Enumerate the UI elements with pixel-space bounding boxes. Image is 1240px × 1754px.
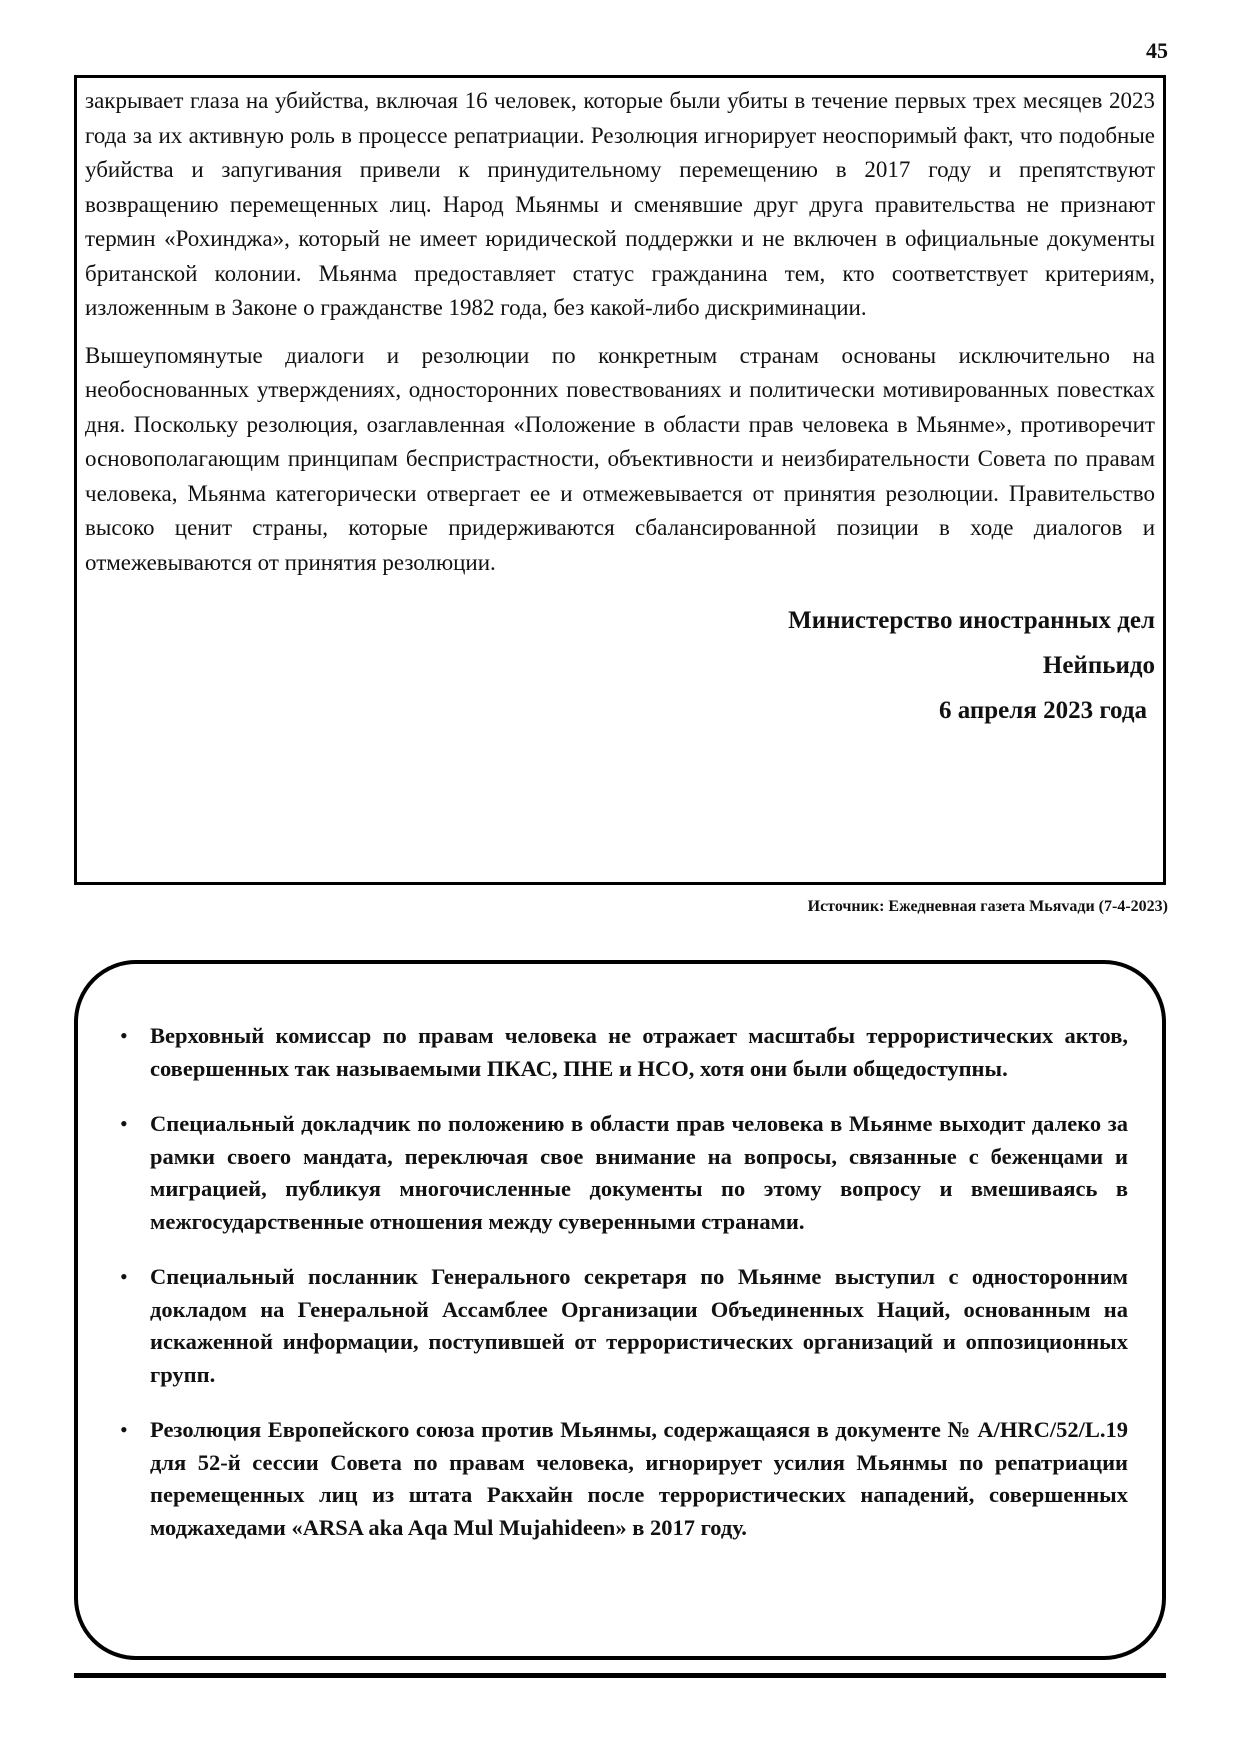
bullet-icon: • <box>120 1111 128 1136</box>
bullet-icon: • <box>120 1264 128 1289</box>
list-item <box>106 1414 1128 1544</box>
page-number: 45 <box>1146 38 1168 63</box>
statement-box <box>74 75 1166 885</box>
list-item-text: Верховный комиссар по правам человека не отражает масштабы террористических актов, совершенных так называемыми ПКАС, ПНЕ и НСО, хотя они были общедоступны. <box>150 1023 1128 1081</box>
list-item <box>106 1108 1128 1238</box>
summary-list <box>106 1020 1128 1544</box>
source-note: Источник: Ежедневная газета Мьяvaди (7-4-2023) <box>807 898 1168 915</box>
statement-paragraph: закрывает глаза на убийства, включая 16 человек, которые были убиты в течение первых трех месяцев 2023 года за их активную роль в процессе репатриации. Резолюция игнорирует неоспоримый факт, что подобные убийства и запугивания привели к принудительному перемещению в 2017 году и препятствуют возвращению перемещенных лиц. Народ Мьянмы и сменявшие друг друга правительства не признают термин «Рохинджа», который не имеет юридической поддержки и не включен в официальные документы британской колонии. Мьянма предоставляет статус гражданина тем, кто соответствует критериям, изложенным в Законе о гражданстве 1982 года, без какой-либо дискриминации. <box>85 88 1155 320</box>
signature-ministry: Министерство иностранных дел <box>788 607 1155 634</box>
bullet-icon: • <box>120 1417 128 1442</box>
list-item-text: Специальный докладчик по положению в области прав человека в Мьянме выходит далеко за рамки своего мандата, переключая свое внимание на вопросы, связанные с беженцами и миграцией, публикуя многочисленные документы по этому вопросу и вмешиваясь в межгосударственные отношения между суверенными странами. <box>150 1111 1128 1234</box>
list-item-text: Резолюция Европейского союза против Мьянмы, содержащаяся в документе № A/HRC/52/L.19 для 52-й сессии Совета по правам человека, игнорирует усилия Мьянмы по репатриации перемещенных лиц из штата Ракхайн после террористических нападений, совершенных моджахедами «ARSA aka Aqa Mul Mujahideen» в 2017 году. <box>150 1417 1128 1540</box>
list-item <box>106 1020 1128 1085</box>
list-item <box>106 1261 1128 1391</box>
bullet-icon: • <box>120 1023 128 1048</box>
statement-paragraph: Вышеупомянутые диалоги и резолюции по конкретным странам основаны исключительно на необоснованных утверждениях, односторонних повествованиях и политически мотивированных повестках дня. Поскольку резолюция, озаглавленная «Положение в области прав человека в Мьянме», противоречит основополагающим принципам беспристрастности, объективности и неизбирательности Совета по правам человека, Мьянма категорически отвергает ее и отмежевывается от принятия резолюции. Правительство высоко ценит страны, которые придерживаются сбалансированной позиции в ходе диалогов и отмежевываются от принятия резолюции. <box>85 342 1155 575</box>
summary-box <box>74 960 1166 1660</box>
signature-city: Нейпьидо <box>1042 652 1155 679</box>
bottom-rule <box>74 1673 1166 1678</box>
signature-date: 6 апреля 2023 года <box>938 697 1147 724</box>
list-item-text: Специальный посланник Генерального секретаря по Мьянме выступил с односторонним докладом на Генеральной Ассамблее Организации Объединенных Наций, основанным на искаженной информации, поступившей от террористических организаций и оппозиционных групп. <box>150 1264 1128 1387</box>
